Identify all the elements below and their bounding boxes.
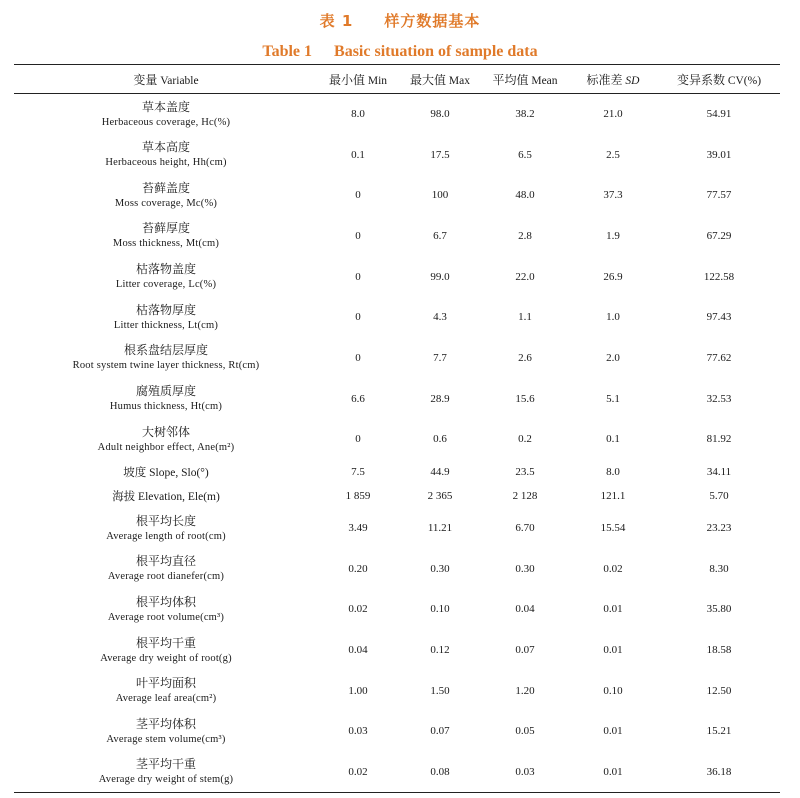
cv-cell: 77.57 — [706, 189, 732, 202]
variable-cell — [14, 460, 318, 484]
variable-cell — [14, 216, 318, 257]
min-cell: 3.49 — [348, 522, 368, 535]
variable-label-zh: 根平均直径 — [135, 554, 196, 569]
variable-label-zh: 草本高度 — [141, 140, 190, 155]
max-cell: 0.07 — [430, 725, 450, 738]
min-cell: 6.6 — [351, 392, 365, 405]
min-cell: 0.04 — [348, 644, 368, 657]
min-cell: 8.0 — [351, 108, 365, 121]
table-row — [14, 94, 780, 135]
variable-label-en: Average root volume(cm³) — [107, 611, 225, 623]
variable-label-en: Average length of root(cm) — [106, 530, 226, 542]
table-row — [14, 297, 780, 338]
max-cell: 28.9 — [430, 392, 450, 405]
table-row — [14, 711, 780, 752]
variable-label-en: Average root dianefer(cm) — [107, 571, 225, 583]
mean-cell: 0.07 — [515, 644, 535, 657]
table-row — [14, 630, 780, 671]
variable-label-en: Herbaceous height, Hh(cm) — [105, 157, 227, 169]
min-cell: 0 — [355, 433, 361, 446]
sd-cell: 5.1 — [606, 392, 620, 405]
table-row — [14, 256, 780, 297]
table-row — [14, 589, 780, 630]
variable-label-en: Humus thickness, Ht(cm) — [109, 401, 223, 413]
cv-cell: 81.92 — [706, 433, 732, 446]
variable-cell — [14, 508, 318, 549]
sd-cell: 0.1 — [606, 433, 620, 446]
variable-cell — [14, 711, 318, 752]
mean-cell: 2.8 — [518, 229, 532, 242]
max-cell: 11.21 — [427, 522, 453, 535]
mean-cell: 0.04 — [515, 603, 535, 616]
mean-cell: 38.2 — [515, 108, 535, 121]
caption-zh-label: 表 1 — [319, 12, 354, 30]
sd-cell: 1.0 — [606, 311, 620, 324]
variable-label-zh: 根平均干重 — [135, 635, 196, 650]
variable-label: 坡度 Slope, Slo(°) — [123, 466, 209, 479]
min-cell: 0 — [355, 351, 361, 364]
table-row — [14, 175, 780, 216]
caption-en — [0, 43, 800, 61]
variable-cell — [14, 297, 318, 338]
variable-label-en: Moss thickness, Mt(cm) — [112, 238, 220, 250]
variable-cell — [14, 338, 318, 379]
header-min: 最小值 Min — [318, 65, 398, 94]
cv-cell: 8.30 — [709, 562, 729, 575]
variable-label-zh: 叶平均面积 — [135, 676, 196, 691]
max-cell: 0.08 — [398, 752, 482, 793]
variable-label-zh: 苔藓盖度 — [141, 180, 190, 195]
variable-cell — [14, 548, 318, 589]
mean-cell: 0.05 — [515, 725, 535, 738]
variable-label-zh: 枯落物厚度 — [135, 302, 196, 317]
variable-label-zh: 根平均体积 — [135, 594, 196, 609]
max-cell: 7.7 — [433, 351, 447, 364]
max-cell: 44.9 — [430, 465, 450, 478]
variable-label-en: Root system twine layer thickness, Rt(cm) — [72, 360, 260, 372]
header-max: 最大值 Max — [398, 65, 482, 94]
variable-label-zh: 草本盖度 — [141, 99, 190, 114]
max-cell: 6.7 — [433, 229, 447, 242]
variable-label-zh: 腐殖质厚度 — [135, 384, 196, 399]
variable-label-en: Average dry weight of root(g) — [100, 652, 232, 664]
caption-zh — [0, 10, 800, 31]
variable-label-en: Adult neighbor effect, Ane(m²) — [97, 441, 235, 453]
table-row — [14, 670, 780, 711]
cv-cell: 39.01 — [706, 148, 732, 161]
variable-cell — [14, 256, 318, 297]
cv-cell: 97.43 — [706, 311, 732, 324]
max-cell: 0.6 — [433, 433, 447, 446]
mean-cell: 1.1 — [518, 311, 532, 324]
header-cv: 变异系数 CV(%) — [658, 65, 780, 94]
mean-cell: 0.30 — [515, 562, 535, 575]
table-row — [14, 508, 780, 549]
cv-cell: 54.91 — [706, 108, 732, 121]
variable-cell — [14, 589, 318, 630]
min-cell: 0.1 — [351, 148, 365, 161]
sd-cell: 0.02 — [603, 562, 623, 575]
table-row — [14, 216, 780, 257]
cv-cell: 12.50 — [706, 684, 732, 697]
min-cell: 0 — [355, 189, 361, 202]
table-row — [14, 419, 780, 460]
header-sd: 标准差 SD — [568, 65, 658, 94]
variable-label-zh: 枯落物盖度 — [135, 262, 196, 277]
table-body — [14, 94, 780, 793]
cv-cell: 34.11 — [706, 465, 732, 478]
table-row — [14, 378, 780, 419]
variable-label-zh: 根平均长度 — [135, 513, 196, 528]
variable-cell — [14, 484, 318, 508]
sd-cell: 2.0 — [606, 351, 620, 364]
mean-cell: 1.20 — [515, 684, 535, 697]
cv-cell: 77.62 — [706, 351, 732, 364]
max-cell: 0.10 — [430, 603, 450, 616]
variable-cell — [14, 752, 318, 793]
table-row — [14, 484, 780, 508]
mean-cell: 0.03 — [482, 752, 568, 793]
cv-cell: 23.23 — [706, 522, 732, 535]
variable-label-en: Herbaceous coverage, Hc(%) — [101, 116, 231, 128]
max-cell: 98.0 — [430, 108, 450, 121]
header-mean: 平均值 Mean — [482, 65, 568, 94]
min-cell: 7.5 — [351, 465, 365, 478]
variable-label-zh: 茎平均干重 — [135, 757, 196, 772]
variable-label-zh: 根系盘结层厚度 — [123, 343, 208, 358]
min-cell: 1.00 — [348, 684, 368, 697]
variable-cell — [14, 134, 318, 175]
max-cell: 4.3 — [433, 311, 447, 324]
min-cell: 0 — [355, 311, 361, 324]
variable-label: 海拔 Elevation, Ele(m) — [112, 490, 220, 503]
max-cell: 100 — [431, 189, 449, 202]
max-cell: 1.50 — [430, 684, 450, 697]
min-cell: 0.02 — [318, 752, 398, 793]
mean-cell: 48.0 — [515, 189, 535, 202]
mean-cell: 23.5 — [515, 465, 535, 478]
cv-cell: 18.58 — [706, 644, 732, 657]
min-cell: 1 859 — [345, 489, 371, 502]
sd-cell: 21.0 — [603, 108, 623, 121]
table-row — [14, 752, 780, 793]
header-variable: 变量 Variable — [14, 65, 318, 94]
max-cell: 2 365 — [427, 489, 453, 502]
variable-cell — [14, 630, 318, 671]
cv-cell: 36.18 — [658, 752, 780, 793]
table-header — [14, 65, 780, 94]
variable-label-en: Moss coverage, Mc(%) — [114, 197, 218, 209]
variable-cell — [14, 670, 318, 711]
data-table — [14, 64, 780, 793]
max-cell: 0.30 — [430, 562, 450, 575]
variable-label-zh: 茎平均体积 — [135, 716, 196, 731]
mean-cell: 0.2 — [518, 433, 532, 446]
variable-label-en: Average dry weight of stem(g) — [98, 774, 234, 786]
variable-label-en: Litter coverage, Lc(%) — [115, 279, 217, 291]
variable-cell — [14, 175, 318, 216]
sd-cell: 1.9 — [606, 229, 620, 242]
variable-label-zh: 大树邻体 — [141, 424, 190, 439]
variable-label-en: Average stem volume(cm³) — [106, 733, 226, 745]
min-cell: 0.20 — [348, 562, 368, 575]
sd-cell: 37.3 — [603, 189, 623, 202]
sd-cell: 0.01 — [603, 644, 623, 657]
variable-cell — [14, 94, 318, 135]
sd-cell: 8.0 — [606, 465, 620, 478]
caption-en-title: Basic situation of sample data — [334, 43, 538, 60]
cv-cell: 35.80 — [706, 603, 732, 616]
sd-cell: 121.1 — [600, 489, 626, 502]
table-row — [14, 548, 780, 589]
sd-cell: 0.10 — [603, 684, 623, 697]
min-cell: 0 — [355, 270, 361, 283]
cv-cell: 67.29 — [706, 229, 732, 242]
cv-cell: 32.53 — [706, 392, 732, 405]
mean-cell: 6.70 — [515, 522, 535, 535]
max-cell: 99.0 — [430, 270, 450, 283]
variable-label-zh: 苔藓厚度 — [141, 221, 190, 236]
header-row — [14, 65, 780, 94]
cv-cell: 122.58 — [703, 270, 735, 283]
sd-cell: 26.9 — [603, 270, 623, 283]
variable-label-en: Litter thickness, Lt(cm) — [113, 319, 219, 331]
mean-cell: 2.6 — [518, 351, 532, 364]
variable-label-en: Average leaf area(cm²) — [115, 693, 217, 705]
sd-cell: 0.01 — [603, 725, 623, 738]
mean-cell: 22.0 — [515, 270, 535, 283]
cv-cell: 15.21 — [706, 725, 732, 738]
max-cell: 17.5 — [430, 148, 450, 161]
sd-cell: 2.5 — [606, 148, 620, 161]
mean-cell: 15.6 — [515, 392, 535, 405]
min-cell: 0.03 — [348, 725, 368, 738]
caption-zh-title: 样方数据基本 — [384, 12, 481, 30]
min-cell: 0.02 — [348, 603, 368, 616]
caption-en-label: Table 1 — [262, 43, 313, 60]
sd-cell: 0.01 — [568, 752, 658, 793]
mean-cell: 6.5 — [518, 148, 532, 161]
cv-cell: 5.70 — [709, 489, 729, 502]
variable-cell — [14, 378, 318, 419]
min-cell: 0 — [355, 229, 361, 242]
sd-cell: 0.01 — [603, 603, 623, 616]
table-row — [14, 460, 780, 484]
table-row — [14, 338, 780, 379]
table-row — [14, 134, 780, 175]
max-cell: 0.12 — [430, 644, 450, 657]
variable-cell — [14, 419, 318, 460]
sd-cell: 15.54 — [600, 522, 626, 535]
mean-cell: 2 128 — [512, 489, 538, 502]
